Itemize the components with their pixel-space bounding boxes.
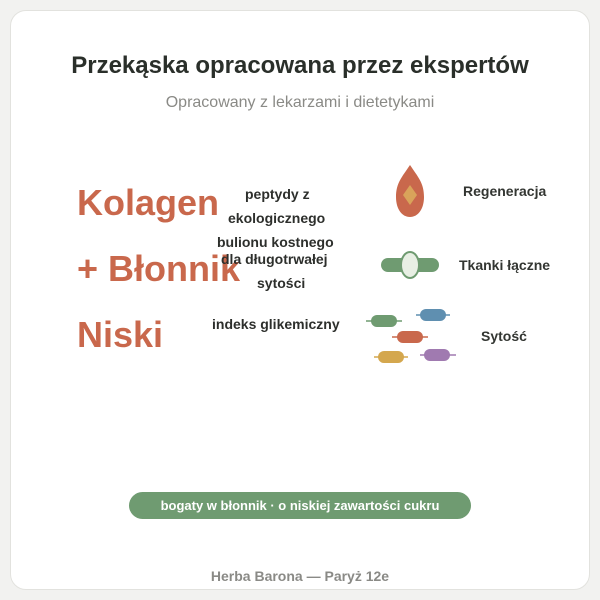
- fiber-molecules-icon: [364, 303, 459, 369]
- collagen-desc-line-1: peptydy z: [245, 186, 310, 202]
- page-subtitle: Opracowany z lekarzami i dietetykami: [165, 94, 435, 111]
- highlight-low: Niski: [77, 314, 164, 355]
- footer-brand: Herba Barona — Paryż 12e: [210, 568, 390, 584]
- flame-icon: [390, 163, 430, 219]
- page-title: Przekąska opracowana przez ekspertów: [71, 52, 529, 79]
- fiber-desc-line-2: sytości: [257, 275, 306, 291]
- collagen-desc-line-2: ekologicznego: [228, 210, 326, 226]
- connective-tissue-icon: [381, 250, 441, 280]
- feature-label-regeneration: Regeneracja: [463, 183, 547, 199]
- benefits-badge: bogaty w błonnik · o niskiej zawartości cukru: [129, 492, 471, 519]
- collagen-desc-line-3: bulionu kostnego: [217, 234, 334, 250]
- fiber-desc-line-1: dla długotrwałej: [221, 251, 328, 267]
- feature-label-connective: Tkanki łączne: [459, 257, 551, 273]
- highlight-fiber: + Błonnik: [77, 248, 241, 289]
- highlight-collagen: Kolagen: [77, 182, 220, 223]
- feature-label-satiety: Sytość: [481, 328, 527, 344]
- glycemic-desc: indeks glikemiczny: [212, 316, 340, 332]
